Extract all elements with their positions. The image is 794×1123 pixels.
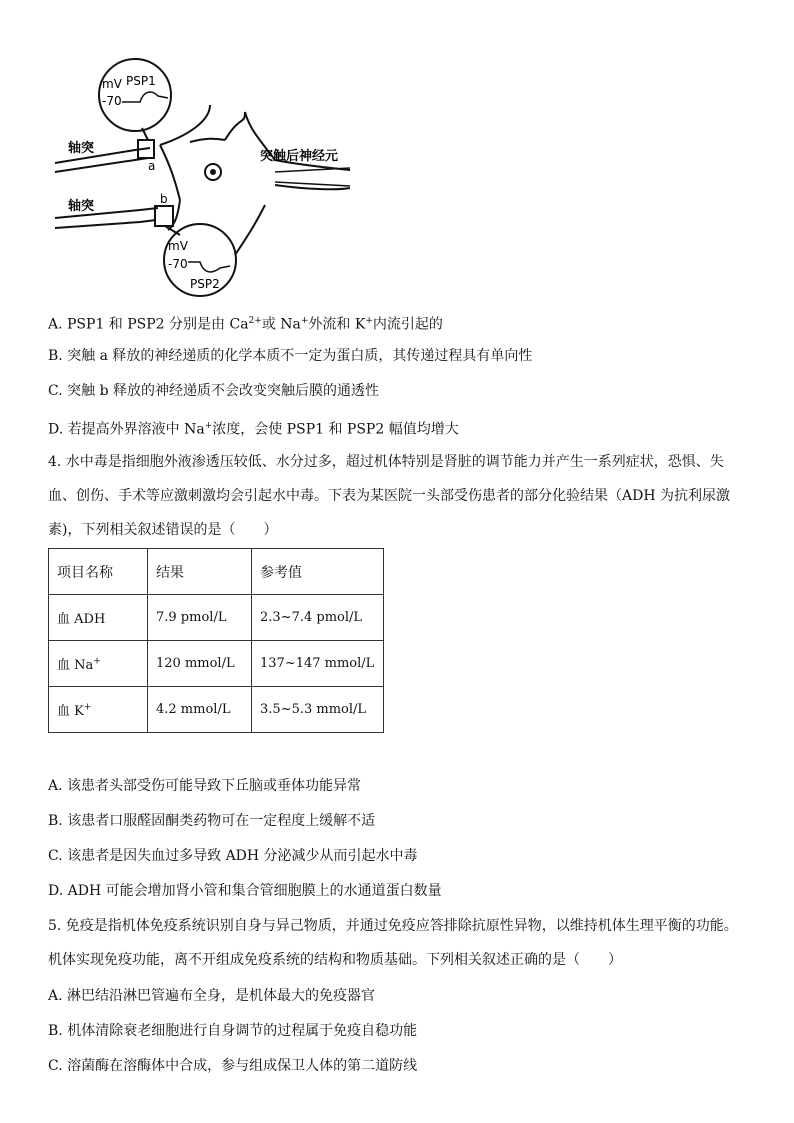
synapse-b-label: b bbox=[160, 192, 168, 206]
neuron-body-outline bbox=[160, 105, 350, 255]
row-reference: 2.3~7.4 pmol/L bbox=[252, 595, 384, 641]
q5-option-c: C. 溶菌酶在溶酶体中合成，参与组成保卫人体的第二道防线 bbox=[48, 1058, 418, 1074]
header-result: 结果 bbox=[148, 549, 252, 595]
q5-stem-line2: 机体实现免疫功能，离不开组成免疫系统的结构和物质基础。下列相关叙述正确的是（ ） bbox=[48, 952, 622, 968]
psp1-trace bbox=[122, 92, 168, 102]
q4-option-b: B. 该患者口服醛固酮类药物可在一定程度上缓解不适 bbox=[48, 813, 376, 829]
q4-option-c: C. 该患者是因失血过多导致 ADH 分泌减少从而引起水中毒 bbox=[48, 848, 418, 864]
q3-option-a: A. PSP1 和 PSP2 分别是由 $Ca^{2+}$或 Na+外流和 K+内流引起的 bbox=[48, 316, 443, 333]
postsynaptic-label: 突触后神经元 bbox=[260, 149, 339, 164]
q4-option-d: D. ADH 可能会增加肾小管和集合管细胞膜上的水通道蛋白数量 bbox=[48, 883, 442, 899]
q4-option-a: A. 该患者头部受伤可能导致下丘脑或垂体功能异常 bbox=[48, 778, 362, 794]
synapse-a-label: a bbox=[148, 159, 156, 173]
row-result: 7.9 pmol/L bbox=[148, 595, 252, 641]
neuron-synapse-figure bbox=[40, 40, 370, 300]
q3-option-b: B. 突触 a 释放的神经递质的化学本质不一定为蛋白质，其传递过程具有单向性 bbox=[48, 348, 533, 364]
q3-option-d: D. 若提高外界溶液中 Na+浓度，会使 PSP1 和 PSP2 幅值均增大 bbox=[48, 421, 459, 438]
header-reference: 参考值 bbox=[252, 549, 384, 595]
q5-option-a: A. 淋巴结沿淋巴管遍布全身，是机体最大的免疫器官 bbox=[48, 988, 376, 1004]
axon-label-bottom: 轴突 bbox=[68, 199, 95, 214]
row-reference: 137~147 mmol/L bbox=[252, 641, 384, 687]
psp1-label: PSP1 bbox=[126, 74, 156, 88]
q3-option-c: C. 突触 b 释放的神经递质不会改变突触后膜的通透性 bbox=[48, 383, 379, 399]
q4-stem-line2: 血、创伤、手术等应激刺激均会引起水中毒。下表为某医院一头部受伤患者的部分化验结果（ADH 为抗利尿激 bbox=[48, 488, 730, 504]
row-item: 血 Na+ bbox=[49, 641, 148, 687]
psp2-unit: mV bbox=[168, 239, 188, 253]
psp2-resting: -70 bbox=[168, 257, 188, 271]
row-reference: 3.5~5.3 mmol/L bbox=[252, 687, 384, 733]
table-row bbox=[49, 687, 384, 733]
table-row bbox=[49, 595, 384, 641]
axon-label-top: 轴突 bbox=[68, 141, 95, 156]
row-result: 4.2 mmol/L bbox=[148, 687, 252, 733]
row-item: 血 K+ bbox=[49, 687, 148, 733]
psp2-trace bbox=[188, 262, 230, 272]
q5-stem-line1: 5. 免疫是指机体免疫系统识别自身与异己物质，并通过免疫应答排除抗原性异物，以维持机体生理平衡的功能。 bbox=[48, 918, 738, 934]
header-item: 项目名称 bbox=[49, 549, 148, 595]
lab-results-table bbox=[48, 548, 384, 733]
psp1-unit: mV bbox=[102, 77, 122, 91]
table-row bbox=[49, 641, 384, 687]
psp1-resting: -70 bbox=[102, 94, 122, 108]
q5-option-b: B. 机体清除衰老细胞进行自身调节的过程属于免疫自稳功能 bbox=[48, 1023, 418, 1039]
q4-stem-line3: 素)，下列相关叙述错误的是（ ） bbox=[48, 522, 278, 538]
row-item: 血 ADH bbox=[49, 595, 148, 641]
q4-stem-line1: 4. 水中毒是指细胞外液渗透压较低、水分过多，超过机体特别是肾脏的调节能力并产生一系列症状，恐惧、失 bbox=[48, 454, 724, 470]
postsynaptic-axon bbox=[275, 168, 350, 186]
psp2-label: PSP2 bbox=[190, 277, 220, 291]
table-header-row bbox=[49, 549, 384, 595]
row-result: 120 mmol/L bbox=[148, 641, 252, 687]
